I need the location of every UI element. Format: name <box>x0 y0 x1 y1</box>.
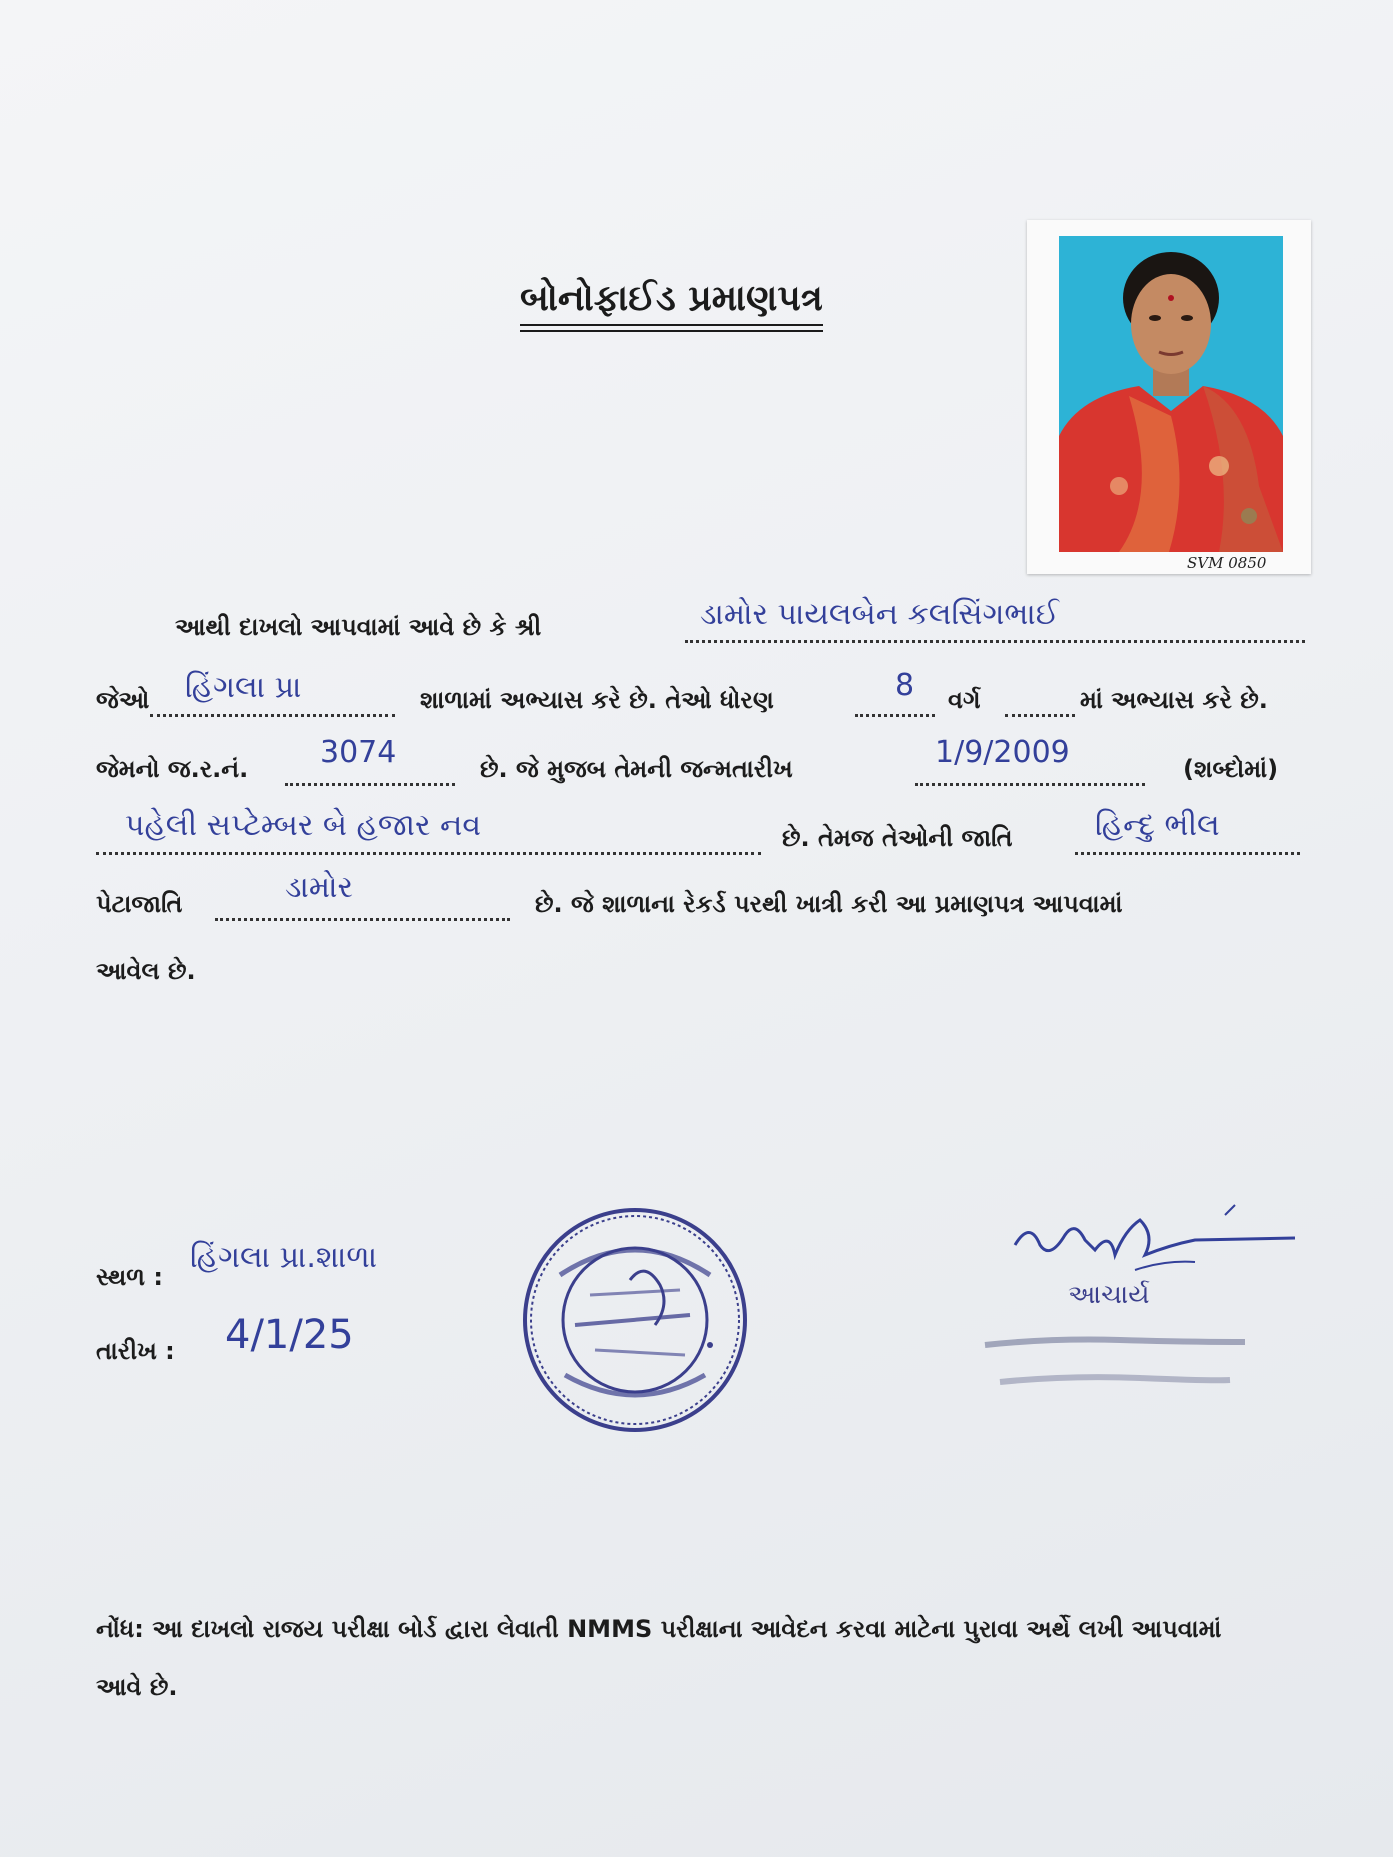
photo-code: SVM 0850 <box>1187 554 1267 572</box>
school-round-seal <box>520 1205 750 1435</box>
line2-dotted-school <box>150 714 395 717</box>
place-value: હિંગલા પ્રા.શાળા <box>190 1240 378 1275</box>
line3-suffix: (શબ્દોમાં) <box>1183 755 1279 783</box>
standard: 8 <box>895 668 915 703</box>
line2-prefix: જેઓ <box>96 686 150 714</box>
birth-date: 1/9/2009 <box>935 735 1070 770</box>
line5-prefix: પેટાજાતિ <box>96 890 183 918</box>
principal-designation: આચાર્ય <box>1068 1280 1150 1310</box>
line2-mid2: વર્ગ <box>948 686 981 714</box>
line3-dotted-register <box>285 783 455 786</box>
birth-date-in-words: પહેલી સપ્ટેમ્બર બે હજાર નવ <box>125 808 482 843</box>
sub-caste: ડામોર <box>285 870 354 905</box>
line1-dotted-line <box>685 640 1305 643</box>
principal-stamp-mark <box>980 1320 1250 1395</box>
line4-dotted-words <box>96 852 761 855</box>
student-portrait-image <box>1059 236 1283 552</box>
principal-signature <box>995 1200 1315 1284</box>
line1-prefix: આથી દાખલો આપવામાં આવે છે કે શ્રી <box>175 613 542 641</box>
line2-mid1: શાળામાં અભ્યાસ કરે છે. તેઓ ધોરણ <box>420 686 774 714</box>
line2-dotted-standard <box>855 714 935 717</box>
line5-dotted-subcaste <box>215 918 510 921</box>
line2-suffix: માં અભ્યાસ કરે છે. <box>1080 686 1268 714</box>
line4-mid: છે. તેમજ તેઓની જાતિ <box>782 824 1013 852</box>
date-label: તારીખ : <box>96 1337 175 1365</box>
footer-note: નોંધ: આ દાખલો રાજય પરીક્ષા બોર્ડ દ્વારા લેવાતી NMMS પરીક્ષાના આવેદન કરવા માટેના પુરાવા અર્થે લખી આપવામાં આવે છે. <box>96 1615 1222 1701</box>
certificate-title: બોનોફાઈડ પ્રમાણપત્ર <box>520 278 823 326</box>
place-label: સ્થળ : <box>96 1263 163 1291</box>
register-number: 3074 <box>320 735 397 770</box>
line5-suffix: છે. જે શાળાના રેકર્ડ પરથી ખાત્રી કરી આ પ્રમાણપત્ર આપવામાં <box>535 890 1123 918</box>
school-short-name: હિંગલા પ્રા <box>185 670 302 705</box>
student-photo-card <box>1027 220 1311 574</box>
line4-dotted-caste <box>1075 852 1300 855</box>
date-value: 4/1/25 <box>225 1312 354 1358</box>
student-name: ડામોર પાયલબેન કલસિંગભાઈ <box>700 597 1059 632</box>
line2-dotted-class <box>1005 714 1075 717</box>
student-photo <box>1059 236 1283 552</box>
line6-text: આવેલ છે. <box>96 957 196 985</box>
line3-prefix: જેમનો જ.ર.નં. <box>96 755 249 783</box>
line3-dotted-birthdate <box>915 783 1145 786</box>
line3-mid: છે. જે મુજબ તેમની જન્મતારીખ <box>480 755 793 783</box>
caste: હિન્દુ ભીલ <box>1095 808 1220 843</box>
